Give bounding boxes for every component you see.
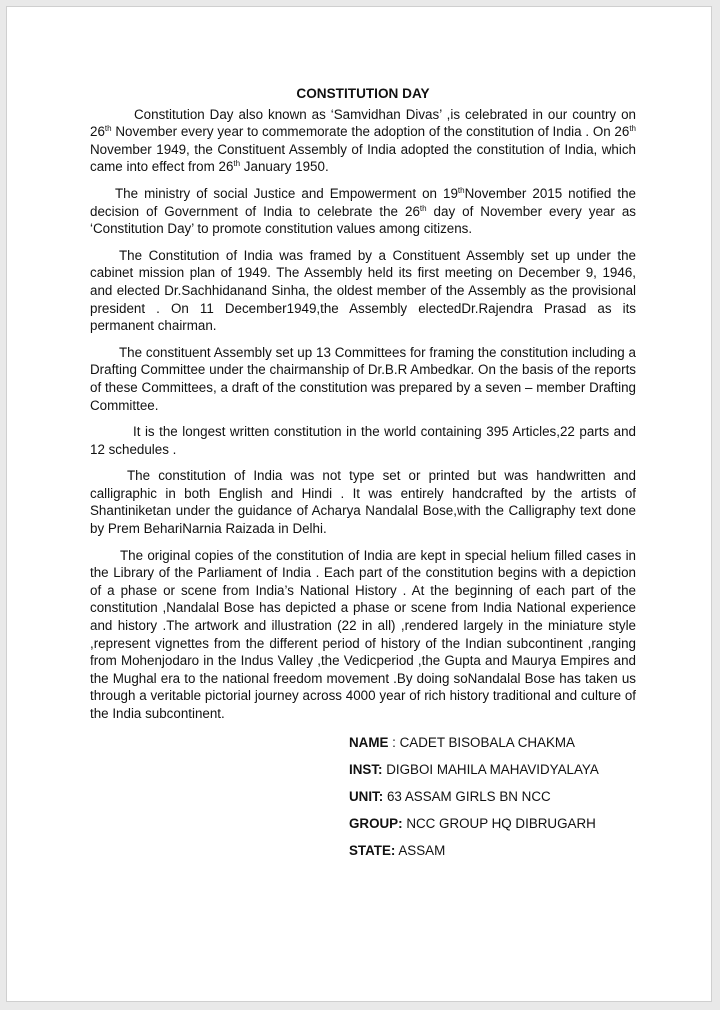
document-body: [90, 85, 636, 870]
signature-inst-label: INST:: [349, 761, 383, 777]
signature-group-row: [349, 815, 636, 842]
signature-unit-label: UNIT:: [349, 788, 384, 804]
signature-block: [349, 734, 636, 870]
signature-unit-row: [349, 788, 636, 815]
paragraph-1: Constitution Day also known as ‘Samvidhan Divas’ ,is celebrated in our country on 26th November every year to commemorate the adoption of the constitution of India . On 26th November 1949, the Constituent Assembly of India adopted the constitution of India, which came into effect from 26th January 1950.: [90, 106, 636, 175]
signature-group-label: GROUP:: [349, 816, 403, 832]
document-title: CONSTITUTION DAY: [296, 86, 430, 101]
paragraph-3: The Constitution of India was framed by a Constituent Assembly set up under the cabinet mission plan of 1949. The Assembly held its first meeting on December 9, 1946, and elected Dr.Sachhidanand Sinha, the oldest member of the Assembly as the provisional president . On 11 December1949,the Assembly electedDr.Rajendra Prasad as its permanent chairman.: [90, 247, 636, 334]
signature-state-label: STATE:: [349, 843, 396, 859]
paragraph-2: The ministry of social Justice and Empowerment on 19thNovember 2015 notified the decision of Government of India to celebrate the 26th day of November every year as ‘Constitution Day’ to promote constitution values among citizens.: [90, 185, 636, 237]
signature-inst-value: DIGBOI MAHILA MAHAVIDYALAYA: [386, 761, 599, 777]
paragraph-4: The constituent Assembly set up 13 Committees for framing the constitution including a Drafting Committee under the chairmanship of Dr.B.R Ambedkar. On the basis of the reports of these Committees, a draft of the constitution was prepared by a seven – member Drafting Committee.: [90, 344, 636, 413]
paragraph-6: The constitution of India was not type set or printed but was handwritten and calligraphic in both English and Hindi . It was entirely handcrafted by the artists of Shantiniketan under the guidance of Acharya Nandalal Bose,with the Calligraphy text done by Prem BehariNarnia Raizada in Delhi.: [90, 468, 636, 537]
paragraph-5: It is the longest written constitution in the world containing 395 Articles,22 parts and 12 schedules .: [90, 424, 636, 457]
document-page: [6, 6, 712, 1002]
signature-name-row: NAME : CADET BISOBALA CHAKMA: [349, 734, 575, 750]
signature-unit-value: 63 ASSAM GIRLS BN NCC: [386, 788, 551, 804]
signature-group-value: NCC GROUP HQ DIBRUGARH: [406, 816, 596, 832]
signature-inst-row: [349, 761, 636, 788]
signature-name-label: NAME: [349, 734, 389, 750]
signature-state-row: [349, 842, 636, 869]
paragraph-7: The original copies of the constitution of India are kept in special helium filled cases in the Library of the Parliament of India . Each part of the constitution begins with a depiction of a phase or scene from India’s National History . At the beginning of each part of the constitution ,Nandalal Bose has depicted a phase or scene from India National experience and history .The artwork and illustration (22 in all) ,rendered largely in the miniature style ,represent vignettes from the different period of history of the Indian subcontinent ,ranging from Mohenjodaro in the Indus Valley ,the Vedicperiod ,the Gupta and Maurya Empires and the Mughal era to the national freedom movement .By doing soNandalal Bose has taken us through a veritable pictorial journey across 4000 year of rich history traditional and culture of the India subcontinent.: [90, 547, 636, 721]
signature-name-value: CADET BISOBALA CHAKMA: [399, 734, 575, 750]
signature-state-value: ASSAM: [398, 843, 446, 859]
